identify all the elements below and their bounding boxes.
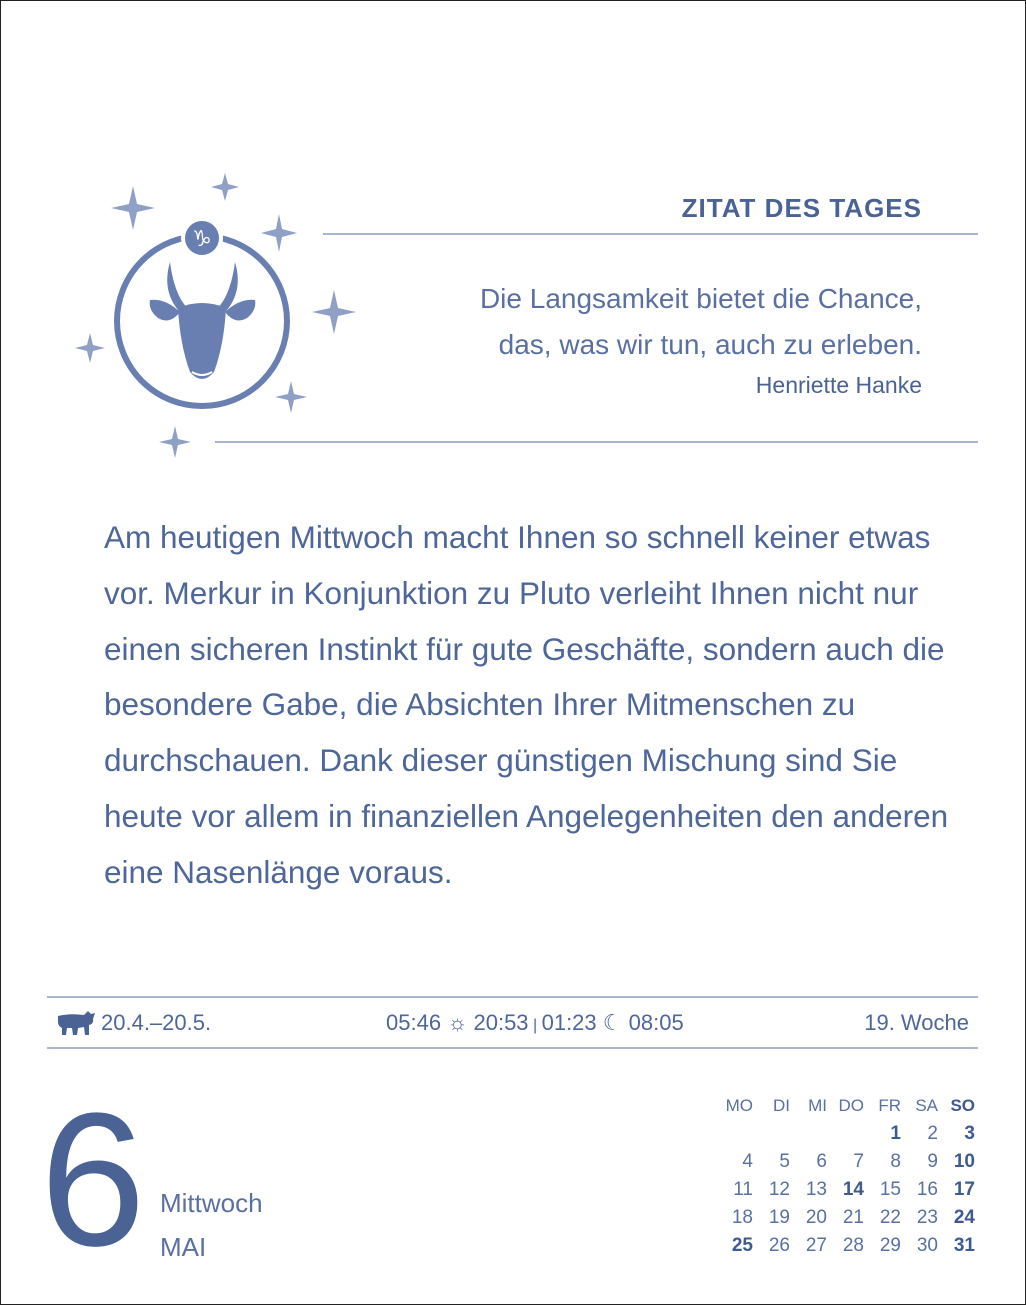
calendar-day: 12 bbox=[768, 1179, 790, 1200]
calendar-week bbox=[716, 1204, 975, 1232]
calendar-day: 18 bbox=[731, 1207, 753, 1228]
sparkle-icon bbox=[312, 290, 356, 334]
calendar-day bbox=[716, 1120, 753, 1148]
calendar-day: 29 bbox=[879, 1235, 901, 1256]
quote-text bbox=[480, 276, 922, 368]
calendar-header: SA bbox=[915, 1096, 938, 1115]
calendar-day bbox=[827, 1120, 864, 1148]
weekday: Mittwoch bbox=[160, 1188, 263, 1218]
calendar-day: 19 bbox=[768, 1207, 790, 1228]
calendar-week bbox=[716, 1148, 975, 1176]
calendar-day: 26 bbox=[768, 1235, 790, 1256]
month: MAI bbox=[160, 1232, 207, 1262]
calendar-day: 13 bbox=[805, 1179, 827, 1200]
calendar-day: 24 bbox=[953, 1207, 975, 1228]
sparkle-icon bbox=[275, 381, 307, 413]
sparkle-icon bbox=[75, 333, 105, 363]
calendar-day: 22 bbox=[879, 1207, 901, 1228]
sunrise-time: 05:46 bbox=[386, 1010, 442, 1035]
mini-calendar bbox=[716, 1092, 975, 1260]
moonrise-time: 01:23 bbox=[541, 1010, 597, 1035]
calendar-day: 28 bbox=[842, 1235, 864, 1256]
moon-icon: ☾ bbox=[602, 1010, 623, 1035]
calendar-day: 9 bbox=[927, 1151, 938, 1172]
quote-line: das, was wir tun, auch zu erleben. bbox=[498, 329, 922, 360]
calendar-day: 7 bbox=[853, 1151, 864, 1172]
calendar-day: 8 bbox=[890, 1151, 901, 1172]
calendar-day: 4 bbox=[742, 1151, 753, 1172]
sparkle-icon bbox=[159, 426, 191, 458]
zodiac-date-range: 20.4.–20.5. bbox=[101, 1010, 212, 1035]
sunset-time: 20:53 bbox=[473, 1010, 529, 1035]
calendar-day: 20 bbox=[805, 1207, 827, 1228]
calendar-day: 10 bbox=[953, 1151, 975, 1172]
calendar-header: MI bbox=[808, 1096, 827, 1115]
calendar-day: 14 bbox=[842, 1179, 864, 1200]
calendar-week bbox=[716, 1120, 975, 1148]
calendar-day: 3 bbox=[964, 1123, 975, 1144]
calendar-header: MO bbox=[725, 1096, 753, 1115]
calendar-day: 31 bbox=[953, 1235, 975, 1256]
calendar-day: 2 bbox=[927, 1123, 938, 1144]
calendar-day: 15 bbox=[879, 1179, 901, 1200]
quote-title: ZITAT DES TAGES bbox=[681, 193, 922, 223]
calendar-day: 23 bbox=[916, 1207, 938, 1228]
calendar-day: 30 bbox=[916, 1235, 938, 1256]
calendar-day bbox=[790, 1120, 827, 1148]
sun-moon-times bbox=[386, 1010, 684, 1036]
calendar-header: FR bbox=[878, 1096, 901, 1115]
calendar-day: 16 bbox=[916, 1179, 938, 1200]
capricorn-goat-icon bbox=[70, 170, 370, 470]
divider bbox=[47, 996, 978, 998]
calendar-day: 11 bbox=[733, 1179, 753, 1200]
sparkle-icon bbox=[211, 173, 239, 201]
calendar-day: 6 bbox=[816, 1151, 827, 1172]
calendar-day bbox=[753, 1120, 790, 1148]
separator: | bbox=[528, 1017, 542, 1034]
sparkle-icon bbox=[111, 186, 155, 230]
sun-icon: ☼ bbox=[447, 1010, 468, 1035]
week-number: 19. Woche bbox=[864, 1010, 969, 1035]
calendar-week bbox=[716, 1176, 975, 1204]
horoscope-text: Am heutigen Mittwoch macht Ihnen so schnell keiner etwas vor. Merkur in Konjunktion zu Pluto verleiht Ihnen nicht nur einen sicheren Instinkt für gute Geschäfte, sondern auch die besondere Gabe, die Absichten Ihrer Mitmenschen zu durchschauen. Dank dieser günstigen Mischung sind Sie heute vor allem in finanziellen Angelegenheiten den anderen eine Nasenlänge voraus. bbox=[104, 519, 949, 890]
calendar-header: DO bbox=[838, 1096, 864, 1115]
calendar-day: 17 bbox=[953, 1179, 975, 1200]
divider bbox=[47, 1047, 978, 1049]
svg-text:♑: ♑ bbox=[192, 227, 212, 252]
calendar-week bbox=[716, 1232, 975, 1260]
taurus-bull-icon bbox=[56, 1010, 96, 1036]
calendar-day: 25 bbox=[731, 1235, 753, 1256]
divider bbox=[323, 233, 978, 235]
sparkle-icon bbox=[261, 214, 297, 252]
quote-line: Die Langsamkeit bietet die Chance, bbox=[479, 283, 922, 314]
calendar-day: 5 bbox=[779, 1151, 790, 1172]
calendar-day: 1 bbox=[890, 1123, 901, 1144]
calendar-day: 27 bbox=[805, 1235, 827, 1256]
calendar-header: SO bbox=[950, 1096, 975, 1115]
calendar-header: DI bbox=[773, 1096, 790, 1115]
quote-author: Henriette Hanke bbox=[755, 372, 922, 398]
moonset-time: 08:05 bbox=[628, 1010, 684, 1035]
divider bbox=[215, 441, 978, 443]
day-number: 6 bbox=[40, 1074, 146, 1286]
calendar-day: 21 bbox=[842, 1207, 864, 1228]
